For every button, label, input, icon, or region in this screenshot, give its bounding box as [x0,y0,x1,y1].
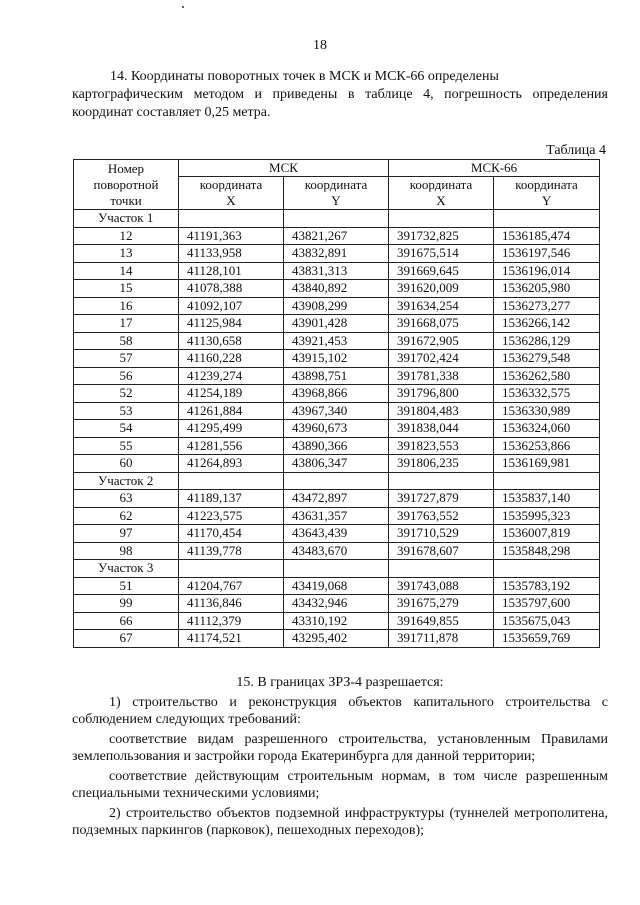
point-number-cell: 51 [74,577,179,595]
msk-x-cell: 41295,499 [179,420,284,438]
msk-y-cell: 43295,402 [284,630,389,648]
msk-x-cell: 41189,137 [179,490,284,508]
msk66-y-cell: 1535783,192 [494,577,600,595]
table-row [74,385,600,403]
table-row [74,437,600,455]
msk66-y-cell: 1535675,043 [494,612,600,630]
msk-x-cell: 41204,767 [179,577,284,595]
header-msk66-y [494,177,600,210]
table-row [74,595,600,613]
point-number-cell: 54 [74,420,179,438]
msk-y-cell: 43908,299 [284,297,389,315]
msk-x-cell: 41191,363 [179,227,284,245]
msk66-x-cell: 391668,075 [389,315,494,333]
header-x-label: X [436,193,446,208]
paragraph-15-item: 1) строительство и реконструкция объектов капитального строительства с соблюдением следующих требований: [72,695,608,727]
section-row [74,210,600,228]
header-point-number: Номер поворотной точки [74,160,179,210]
header-coord-label: координата [409,177,473,192]
msk-x-cell: 41239,274 [179,367,284,385]
empty-cell [494,560,600,578]
msk-y-cell: 43432,946 [284,595,389,613]
table-row [74,420,600,438]
point-number-cell: 67 [74,630,179,648]
msk66-y-cell: 1535837,140 [494,490,600,508]
msk-x-cell: 41261,884 [179,402,284,420]
table-row [74,525,600,543]
section-label: Участок 1 [74,210,179,228]
msk66-x-cell: 391806,235 [389,455,494,473]
msk-x-cell: 41264,893 [179,455,284,473]
msk66-y-cell: 1536332,575 [494,385,600,403]
msk66-y-cell: 1536273,277 [494,297,600,315]
msk-x-cell: 41174,521 [179,630,284,648]
header-y-label: Y [541,193,552,208]
msk66-x-cell: 391711,878 [389,630,494,648]
table-row [74,542,600,560]
table-row [74,630,600,648]
paragraph-15-title: 15. В границах ЗРЗ-4 разрешается: [236,675,444,690]
msk-y-cell: 43806,347 [284,455,389,473]
table-row [74,297,600,315]
msk66-y-cell: 1535848,298 [494,542,600,560]
msk66-x-cell: 391649,855 [389,612,494,630]
header-msk66-x [389,177,494,210]
msk66-y-cell: 1536253,866 [494,437,600,455]
msk-x-cell: 41281,556 [179,437,284,455]
point-number-cell: 14 [74,262,179,280]
table-row [74,507,600,525]
empty-cell [494,472,600,490]
header-msk-x [179,177,284,210]
header-coord-label: координата [304,177,368,192]
empty-cell [389,472,494,490]
empty-cell [179,472,284,490]
msk66-y-cell: 1535797,600 [494,595,600,613]
msk66-x-cell: 391678,607 [389,542,494,560]
table-row [74,455,600,473]
msk-y-cell: 43643,439 [284,525,389,543]
msk66-y-cell: 1536007,819 [494,525,600,543]
header-x-label: X [226,193,236,208]
point-number-cell: 16 [74,297,179,315]
msk-x-cell: 41136,846 [179,595,284,613]
paragraph-14 [72,68,608,122]
msk66-y-cell: 1535659,769 [494,630,600,648]
msk-y-cell: 43890,366 [284,437,389,455]
msk66-y-cell: 1536196,014 [494,262,600,280]
point-number-cell: 63 [74,490,179,508]
msk66-x-cell: 391675,514 [389,245,494,263]
table-row [74,280,600,298]
msk66-x-cell: 391710,529 [389,525,494,543]
msk66-x-cell: 391796,800 [389,385,494,403]
msk66-y-cell: 1536169,981 [494,455,600,473]
section-row [74,560,600,578]
table-row [74,612,600,630]
msk-y-cell: 43483,670 [284,542,389,560]
msk66-y-cell: 1536205,980 [494,280,600,298]
point-number-cell: 55 [74,437,179,455]
scan-speck [182,6,184,8]
msk-y-cell: 43915,102 [284,350,389,368]
table-row [74,227,600,245]
table-row [74,367,600,385]
point-number-cell: 57 [74,350,179,368]
header-coord-label: координата [515,177,578,192]
msk66-x-cell: 391669,645 [389,262,494,280]
coordinates-table-body [74,210,600,648]
msk-y-cell: 43310,192 [284,612,389,630]
point-number-cell: 15 [74,280,179,298]
msk-y-cell: 43821,267 [284,227,389,245]
msk-x-cell: 41128,101 [179,262,284,280]
msk66-y-cell: 1536185,474 [494,227,600,245]
msk-x-cell: 41078,388 [179,280,284,298]
msk-y-cell: 43968,866 [284,385,389,403]
msk-x-cell: 41223,575 [179,507,284,525]
msk66-y-cell: 1536286,129 [494,332,600,350]
empty-cell [389,210,494,228]
msk66-x-cell: 391743,088 [389,577,494,595]
point-number-cell: 99 [74,595,179,613]
msk66-x-cell: 391804,483 [389,402,494,420]
msk-y-cell: 43901,428 [284,315,389,333]
table-row [74,577,600,595]
table-row [74,350,600,368]
empty-cell [179,210,284,228]
msk-y-cell: 43832,891 [284,245,389,263]
msk-x-cell: 41160,228 [179,350,284,368]
msk-y-cell: 43840,892 [284,280,389,298]
msk-y-cell: 43921,453 [284,332,389,350]
msk66-x-cell: 391675,279 [389,595,494,613]
header-msk: МСК [179,160,389,177]
header-msk-y [284,177,389,210]
page-number: 18 [313,38,327,53]
empty-cell [284,560,389,578]
msk66-x-cell: 391732,825 [389,227,494,245]
paragraph-15-item: соответствие действующим строительным нормам, в том числе разрешенным специальными техническими условиями; [72,769,608,801]
msk66-x-cell: 391763,552 [389,507,494,525]
point-number-cell: 98 [74,542,179,560]
msk66-y-cell: 1536324,060 [494,420,600,438]
table-row [74,262,600,280]
header-coord-label: координата [199,177,263,192]
point-number-cell: 58 [74,332,179,350]
table-row [74,315,600,333]
paragraph-15-item: 2) строительство объектов подземной инфраструктуры (туннелей метрополитена, подземных паркингов (парковок), пешеходных переходов); [72,806,608,838]
msk-y-cell: 43472,897 [284,490,389,508]
point-number-cell: 53 [74,402,179,420]
msk-y-cell: 43960,673 [284,420,389,438]
msk-x-cell: 41133,958 [179,245,284,263]
paragraph-15-item: соответствие видам разрешенного строительства, установленным Правилами землепользования и застройки города Екатеринбурга для данной территории; [72,732,608,764]
point-number-cell: 66 [74,612,179,630]
header-msk66: МСК-66 [389,160,600,177]
msk-x-cell: 41130,658 [179,332,284,350]
point-number-cell: 56 [74,367,179,385]
msk-x-cell: 41170,454 [179,525,284,543]
point-number-cell: 60 [74,455,179,473]
point-number-cell: 12 [74,227,179,245]
msk-y-cell: 43967,340 [284,402,389,420]
msk66-x-cell: 391672,905 [389,332,494,350]
paragraph-15 [72,674,608,842]
point-number-cell: 17 [74,315,179,333]
msk66-y-cell: 1535995,323 [494,507,600,525]
table-caption: Таблица 4 [546,143,606,158]
msk66-y-cell: 1536279,548 [494,350,600,368]
msk66-x-cell: 391702,424 [389,350,494,368]
coordinates-table [73,159,600,648]
point-number-cell: 62 [74,507,179,525]
msk-y-cell: 43831,313 [284,262,389,280]
msk66-y-cell: 1536262,580 [494,367,600,385]
msk66-x-cell: 391634,254 [389,297,494,315]
table-row [74,402,600,420]
section-label: Участок 3 [74,560,179,578]
empty-cell [389,560,494,578]
msk66-y-cell: 1536330,989 [494,402,600,420]
msk66-x-cell: 391727,879 [389,490,494,508]
msk-y-cell: 43419,068 [284,577,389,595]
msk66-x-cell: 391838,044 [389,420,494,438]
empty-cell [284,210,389,228]
msk66-x-cell: 391620,009 [389,280,494,298]
msk66-y-cell: 1536266,142 [494,315,600,333]
msk66-y-cell: 1536197,546 [494,245,600,263]
msk-x-cell: 41125,984 [179,315,284,333]
point-number-cell: 52 [74,385,179,403]
empty-cell [494,210,600,228]
table-row [74,245,600,263]
empty-cell [284,472,389,490]
paragraph-14-rest: картографическим методом и приведены в таблице 4, погрешность определения координат составляет 0,25 метра. [72,87,608,120]
table-row [74,490,600,508]
msk66-x-cell: 391781,338 [389,367,494,385]
header-y-label: Y [331,193,341,208]
point-number-cell: 13 [74,245,179,263]
table-row [74,332,600,350]
msk-y-cell: 43898,751 [284,367,389,385]
msk-x-cell: 41139,778 [179,542,284,560]
section-label: Участок 2 [74,472,179,490]
msk66-x-cell: 391823,553 [389,437,494,455]
point-number-cell: 97 [74,525,179,543]
empty-cell [179,560,284,578]
paragraph-14-first-line: 14. Координаты поворотных точек в МСК и МСК-66 определены [110,69,499,84]
msk-x-cell: 41112,379 [179,612,284,630]
msk-y-cell: 43631,357 [284,507,389,525]
msk-x-cell: 41254,189 [179,385,284,403]
section-row [74,472,600,490]
msk-x-cell: 41092,107 [179,297,284,315]
